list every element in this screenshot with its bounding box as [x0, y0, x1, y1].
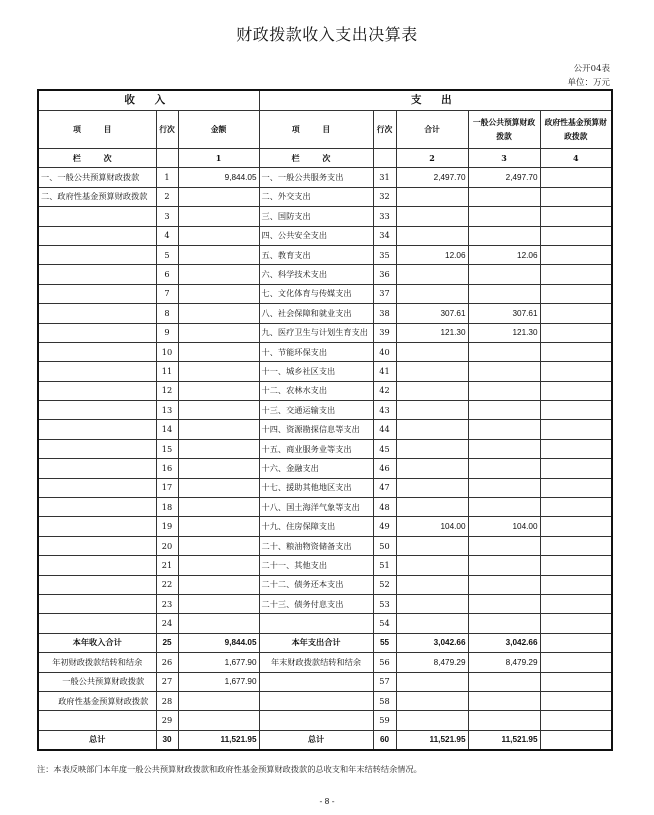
- income-amount: [178, 711, 259, 730]
- expense-fund: [540, 226, 612, 245]
- expense-item: 六、科学技术支出: [259, 265, 373, 284]
- expense-item: 十一、城乡社区支出: [259, 362, 373, 381]
- header-expense-row: 行次: [373, 111, 396, 149]
- table-row: [38, 245, 612, 264]
- column-number-empty: [156, 149, 178, 168]
- income-row-number: 30: [156, 730, 178, 750]
- expense-fund: [540, 439, 612, 458]
- expense-total: [396, 342, 468, 361]
- income-item: 年初财政拨款结转和结余: [38, 653, 156, 672]
- expense-total: [396, 265, 468, 284]
- header-expense-fund: 政府性基金预算财政拨款: [540, 111, 612, 149]
- income-amount: [178, 594, 259, 613]
- expense-fund: [540, 575, 612, 594]
- expense-general: 307.61: [468, 304, 540, 323]
- income-item: [38, 323, 156, 342]
- expense-general: [468, 420, 540, 439]
- income-item: [38, 459, 156, 478]
- income-amount: 9,844.05: [178, 168, 259, 187]
- income-row-number: 27: [156, 672, 178, 691]
- income-row-number: 11: [156, 362, 178, 381]
- expense-general: 2,497.70: [468, 168, 540, 187]
- expense-general: [468, 459, 540, 478]
- income-amount: [178, 556, 259, 575]
- expense-fund: [540, 381, 612, 400]
- table-row: [38, 614, 612, 633]
- header-expense-total: 合计: [396, 111, 468, 149]
- expense-fund: [540, 556, 612, 575]
- income-row-number: 15: [156, 439, 178, 458]
- income-amount: [178, 342, 259, 361]
- expense-total: [396, 536, 468, 555]
- table-row: [38, 517, 612, 536]
- income-item: [38, 478, 156, 497]
- income-item: [38, 381, 156, 400]
- expense-row-number: 45: [373, 439, 396, 458]
- expense-fund: [540, 633, 612, 652]
- expense-general: [468, 711, 540, 730]
- section-header-row: [38, 90, 612, 111]
- expense-fund: [540, 498, 612, 517]
- table-row: [38, 323, 612, 342]
- table-row: [38, 536, 612, 555]
- income-amount: [178, 304, 259, 323]
- income-section-header: 收 入: [38, 90, 259, 111]
- expense-general: [468, 575, 540, 594]
- expense-fund: [540, 459, 612, 478]
- expense-fund: [540, 614, 612, 633]
- expense-item: 五、教育支出: [259, 245, 373, 264]
- expense-fund: [540, 517, 612, 536]
- table-row: [38, 498, 612, 517]
- income-item: [38, 614, 156, 633]
- expense-general: 3,042.66: [468, 633, 540, 652]
- income-amount: [178, 459, 259, 478]
- income-row-number: 18: [156, 498, 178, 517]
- expense-item: 九、医疗卫生与计划生育支出: [259, 323, 373, 342]
- expense-total: [396, 284, 468, 303]
- income-item: [38, 711, 156, 730]
- table-row: [38, 478, 612, 497]
- income-row-number: 29: [156, 711, 178, 730]
- expense-row-number: 38: [373, 304, 396, 323]
- income-amount: [178, 207, 259, 226]
- table-row: [38, 594, 612, 613]
- income-row-number: 14: [156, 420, 178, 439]
- form-number: 公开04表: [573, 64, 610, 74]
- summary-total-row: [38, 730, 612, 750]
- expense-fund: [540, 672, 612, 691]
- income-row-number: 6: [156, 265, 178, 284]
- income-item: [38, 284, 156, 303]
- expense-row-number: 48: [373, 498, 396, 517]
- expense-row-number: 42: [373, 381, 396, 400]
- expense-row-number: 60: [373, 730, 396, 750]
- expense-fund: [540, 401, 612, 420]
- expense-general: [468, 381, 540, 400]
- footnote: 注：本表反映部门本年度一般公共预算财政拨款和政府性基金预算财政拨款的总收支和年末结转结余情况。: [37, 764, 422, 774]
- income-item: 一般公共预算财政拨款: [38, 672, 156, 691]
- header-expense-general: 一般公共预算财政拨款: [468, 111, 540, 149]
- expense-row-number: 54: [373, 614, 396, 633]
- expense-item: 二十三、债务付息支出: [259, 594, 373, 613]
- expense-general: [468, 498, 540, 517]
- column-number-expense-label: 栏 次: [259, 149, 373, 168]
- income-row-number: 24: [156, 614, 178, 633]
- income-row-number: 16: [156, 459, 178, 478]
- income-item: [38, 401, 156, 420]
- expense-item: [259, 691, 373, 710]
- appropriation-table: [37, 89, 613, 751]
- expense-total: 11,521.95: [396, 730, 468, 750]
- expense-item: 总计: [259, 730, 373, 750]
- expense-fund: [540, 342, 612, 361]
- expense-general: [468, 207, 540, 226]
- expense-fund: [540, 187, 612, 206]
- table-row: [38, 362, 612, 381]
- income-row-number: 17: [156, 478, 178, 497]
- expense-item: 一、一般公共服务支出: [259, 168, 373, 187]
- expense-row-number: 37: [373, 284, 396, 303]
- income-amount: [178, 420, 259, 439]
- income-row-number: 7: [156, 284, 178, 303]
- expense-row-number: 58: [373, 691, 396, 710]
- income-item: [38, 420, 156, 439]
- expense-item: [259, 614, 373, 633]
- expense-item: 四、公共安全支出: [259, 226, 373, 245]
- table-row: [38, 207, 612, 226]
- table-row: [38, 168, 612, 187]
- expense-general: 121.30: [468, 323, 540, 342]
- expense-row-number: 43: [373, 401, 396, 420]
- income-row-number: 23: [156, 594, 178, 613]
- income-item: 总计: [38, 730, 156, 750]
- table-row: [38, 226, 612, 245]
- income-item: [38, 575, 156, 594]
- expense-total: [396, 614, 468, 633]
- expense-fund: [540, 536, 612, 555]
- expense-item: [259, 711, 373, 730]
- expense-fund: [540, 653, 612, 672]
- income-item: [38, 594, 156, 613]
- expense-total: [396, 498, 468, 517]
- expense-section-header: 支 出: [259, 90, 612, 111]
- expense-total: 8,479.29: [396, 653, 468, 672]
- expense-item: 年末财政拨款结转和结余: [259, 653, 373, 672]
- income-row-number: 9: [156, 323, 178, 342]
- table-row: [38, 187, 612, 206]
- income-row-number: 26: [156, 653, 178, 672]
- table-row: [38, 304, 612, 323]
- income-row-number: 20: [156, 536, 178, 555]
- income-amount: [178, 536, 259, 555]
- income-item: [38, 342, 156, 361]
- expense-row-number: 47: [373, 478, 396, 497]
- income-amount: [178, 226, 259, 245]
- column-number-empty: [373, 149, 396, 168]
- column-number-3: 3: [468, 149, 540, 168]
- expense-general: [468, 478, 540, 497]
- table-row: [38, 556, 612, 575]
- expense-general: 8,479.29: [468, 653, 540, 672]
- table-row: [38, 381, 612, 400]
- income-row-number: 5: [156, 245, 178, 264]
- expense-item: 二十二、债务还本支出: [259, 575, 373, 594]
- summary-row: [38, 691, 612, 710]
- expense-total: [396, 691, 468, 710]
- income-amount: [178, 439, 259, 458]
- expense-row-number: 35: [373, 245, 396, 264]
- expense-row-number: 57: [373, 672, 396, 691]
- expense-fund: [540, 207, 612, 226]
- expense-row-number: 39: [373, 323, 396, 342]
- expense-total: [396, 226, 468, 245]
- expense-total: 121.30: [396, 323, 468, 342]
- expense-total: [396, 401, 468, 420]
- expense-row-number: 44: [373, 420, 396, 439]
- income-item: [38, 304, 156, 323]
- expense-total: [396, 187, 468, 206]
- expense-row-number: 34: [373, 226, 396, 245]
- header-income-item: 项 目: [38, 111, 156, 149]
- expense-item: 十四、资源勘探信息等支出: [259, 420, 373, 439]
- expense-total: [396, 594, 468, 613]
- expense-total: [396, 459, 468, 478]
- income-amount: [178, 362, 259, 381]
- expense-total: [396, 672, 468, 691]
- expense-fund: [540, 323, 612, 342]
- table-row: [38, 284, 612, 303]
- page-number: - 8 -: [319, 796, 335, 806]
- income-item: [38, 498, 156, 517]
- summary-row: [38, 653, 612, 672]
- expense-general: [468, 594, 540, 613]
- expense-total: [396, 575, 468, 594]
- expense-general: [468, 187, 540, 206]
- expense-row-number: 46: [373, 459, 396, 478]
- expense-general: [468, 226, 540, 245]
- income-row-number: 25: [156, 633, 178, 652]
- expense-total: 104.00: [396, 517, 468, 536]
- expense-item: 十三、交通运输支出: [259, 401, 373, 420]
- header-income-row: 行次: [156, 111, 178, 149]
- income-amount: [178, 575, 259, 594]
- table-row: [38, 401, 612, 420]
- income-row-number: 8: [156, 304, 178, 323]
- expense-fund: [540, 691, 612, 710]
- expense-row-number: 51: [373, 556, 396, 575]
- expense-item: 十五、商业服务业等支出: [259, 439, 373, 458]
- expense-item: 本年支出合计: [259, 633, 373, 652]
- income-item: 政府性基金预算财政拨款: [38, 691, 156, 710]
- expense-item: 十二、农林水支出: [259, 381, 373, 400]
- expense-fund: [540, 284, 612, 303]
- income-row-number: 1: [156, 168, 178, 187]
- expense-total: 3,042.66: [396, 633, 468, 652]
- table-row: [38, 459, 612, 478]
- expense-total: [396, 711, 468, 730]
- expense-general: [468, 362, 540, 381]
- summary-row: [38, 711, 612, 730]
- expense-general: 104.00: [468, 517, 540, 536]
- column-number-4: 4: [540, 149, 612, 168]
- column-header-row: [38, 111, 612, 149]
- expense-row-number: 59: [373, 711, 396, 730]
- unit-label: 单位：万元: [567, 78, 610, 88]
- income-row-number: 21: [156, 556, 178, 575]
- income-amount: 1,677.90: [178, 653, 259, 672]
- income-row-number: 10: [156, 342, 178, 361]
- header-income-amount: 金额: [178, 111, 259, 149]
- income-amount: [178, 187, 259, 206]
- expense-row-number: 53: [373, 594, 396, 613]
- expense-total: [396, 420, 468, 439]
- income-item: [38, 439, 156, 458]
- expense-row-number: 32: [373, 187, 396, 206]
- expense-item: 二十、粮油物资储备支出: [259, 536, 373, 555]
- expense-total: [396, 556, 468, 575]
- income-amount: [178, 284, 259, 303]
- expense-item: 十八、国土海洋气象等支出: [259, 498, 373, 517]
- income-amount: [178, 323, 259, 342]
- expense-general: [468, 691, 540, 710]
- expense-total: 12.06: [396, 245, 468, 264]
- table-row: [38, 265, 612, 284]
- income-amount: [178, 614, 259, 633]
- expense-total: 307.61: [396, 304, 468, 323]
- expense-fund: [540, 711, 612, 730]
- income-item: 本年收入合计: [38, 633, 156, 652]
- expense-row-number: 33: [373, 207, 396, 226]
- income-item: [38, 265, 156, 284]
- expense-general: [468, 342, 540, 361]
- expense-fund: [540, 730, 612, 750]
- expense-item: 八、社会保障和就业支出: [259, 304, 373, 323]
- expense-item: 十九、住房保障支出: [259, 517, 373, 536]
- expense-item: [259, 672, 373, 691]
- income-row-number: 28: [156, 691, 178, 710]
- expense-general: [468, 284, 540, 303]
- page-title: 财政拨款收入支出决算表: [236, 25, 418, 44]
- summary-total-row: [38, 633, 612, 652]
- header-expense-item: 项 目: [259, 111, 373, 149]
- expense-general: [468, 401, 540, 420]
- expense-fund: [540, 362, 612, 381]
- expense-fund: [540, 478, 612, 497]
- expense-row-number: 36: [373, 265, 396, 284]
- income-amount: 11,521.95: [178, 730, 259, 750]
- income-amount: [178, 381, 259, 400]
- expense-item: 二、外交支出: [259, 187, 373, 206]
- expense-item: 三、国防支出: [259, 207, 373, 226]
- income-item: [38, 226, 156, 245]
- expense-total: [396, 362, 468, 381]
- expense-item: 十六、金融支出: [259, 459, 373, 478]
- income-amount: 9,844.05: [178, 633, 259, 652]
- expense-row-number: 55: [373, 633, 396, 652]
- income-row-number: 13: [156, 401, 178, 420]
- expense-row-number: 56: [373, 653, 396, 672]
- income-row-number: 22: [156, 575, 178, 594]
- income-item: [38, 362, 156, 381]
- expense-total: [396, 207, 468, 226]
- column-number-1: 1: [178, 149, 259, 168]
- expense-row-number: 52: [373, 575, 396, 594]
- income-item: 二、政府性基金预算财政拨款: [38, 187, 156, 206]
- income-item: [38, 245, 156, 264]
- column-number-row: [38, 149, 612, 168]
- expense-row-number: 49: [373, 517, 396, 536]
- table-row: [38, 420, 612, 439]
- income-row-number: 4: [156, 226, 178, 245]
- income-amount: [178, 691, 259, 710]
- income-amount: 1,677.90: [178, 672, 259, 691]
- income-amount: [178, 265, 259, 284]
- income-row-number: 2: [156, 187, 178, 206]
- table-row: [38, 439, 612, 458]
- income-item: [38, 536, 156, 555]
- table-row: [38, 575, 612, 594]
- summary-row: [38, 672, 612, 691]
- income-item: [38, 517, 156, 536]
- expense-general: 11,521.95: [468, 730, 540, 750]
- expense-item: 十七、援助其他地区支出: [259, 478, 373, 497]
- expense-row-number: 31: [373, 168, 396, 187]
- income-amount: [178, 401, 259, 420]
- expense-fund: [540, 304, 612, 323]
- expense-general: [468, 672, 540, 691]
- expense-item: 二十一、其他支出: [259, 556, 373, 575]
- income-row-number: 12: [156, 381, 178, 400]
- income-row-number: 19: [156, 517, 178, 536]
- expense-item: 十、节能环保支出: [259, 342, 373, 361]
- expense-general: 12.06: [468, 245, 540, 264]
- expense-total: [396, 439, 468, 458]
- column-number-label: 栏 次: [38, 149, 156, 168]
- expense-fund: [540, 594, 612, 613]
- expense-fund: [540, 245, 612, 264]
- expense-total: 2,497.70: [396, 168, 468, 187]
- income-amount: [178, 478, 259, 497]
- expense-general: [468, 536, 540, 555]
- expense-row-number: 50: [373, 536, 396, 555]
- income-item: 一、一般公共预算财政拨款: [38, 168, 156, 187]
- expense-general: [468, 265, 540, 284]
- expense-fund: [540, 265, 612, 284]
- column-number-2: 2: [396, 149, 468, 168]
- expense-item: 七、文化体育与传媒支出: [259, 284, 373, 303]
- expense-fund: [540, 420, 612, 439]
- expense-general: [468, 439, 540, 458]
- income-item: [38, 556, 156, 575]
- expense-row-number: 40: [373, 342, 396, 361]
- income-item: [38, 207, 156, 226]
- income-amount: [178, 517, 259, 536]
- expense-total: [396, 478, 468, 497]
- expense-row-number: 41: [373, 362, 396, 381]
- expense-fund: [540, 168, 612, 187]
- expense-general: [468, 614, 540, 633]
- income-row-number: 3: [156, 207, 178, 226]
- income-amount: [178, 498, 259, 517]
- income-amount: [178, 245, 259, 264]
- table-row: [38, 342, 612, 361]
- expense-total: [396, 381, 468, 400]
- expense-general: [468, 556, 540, 575]
